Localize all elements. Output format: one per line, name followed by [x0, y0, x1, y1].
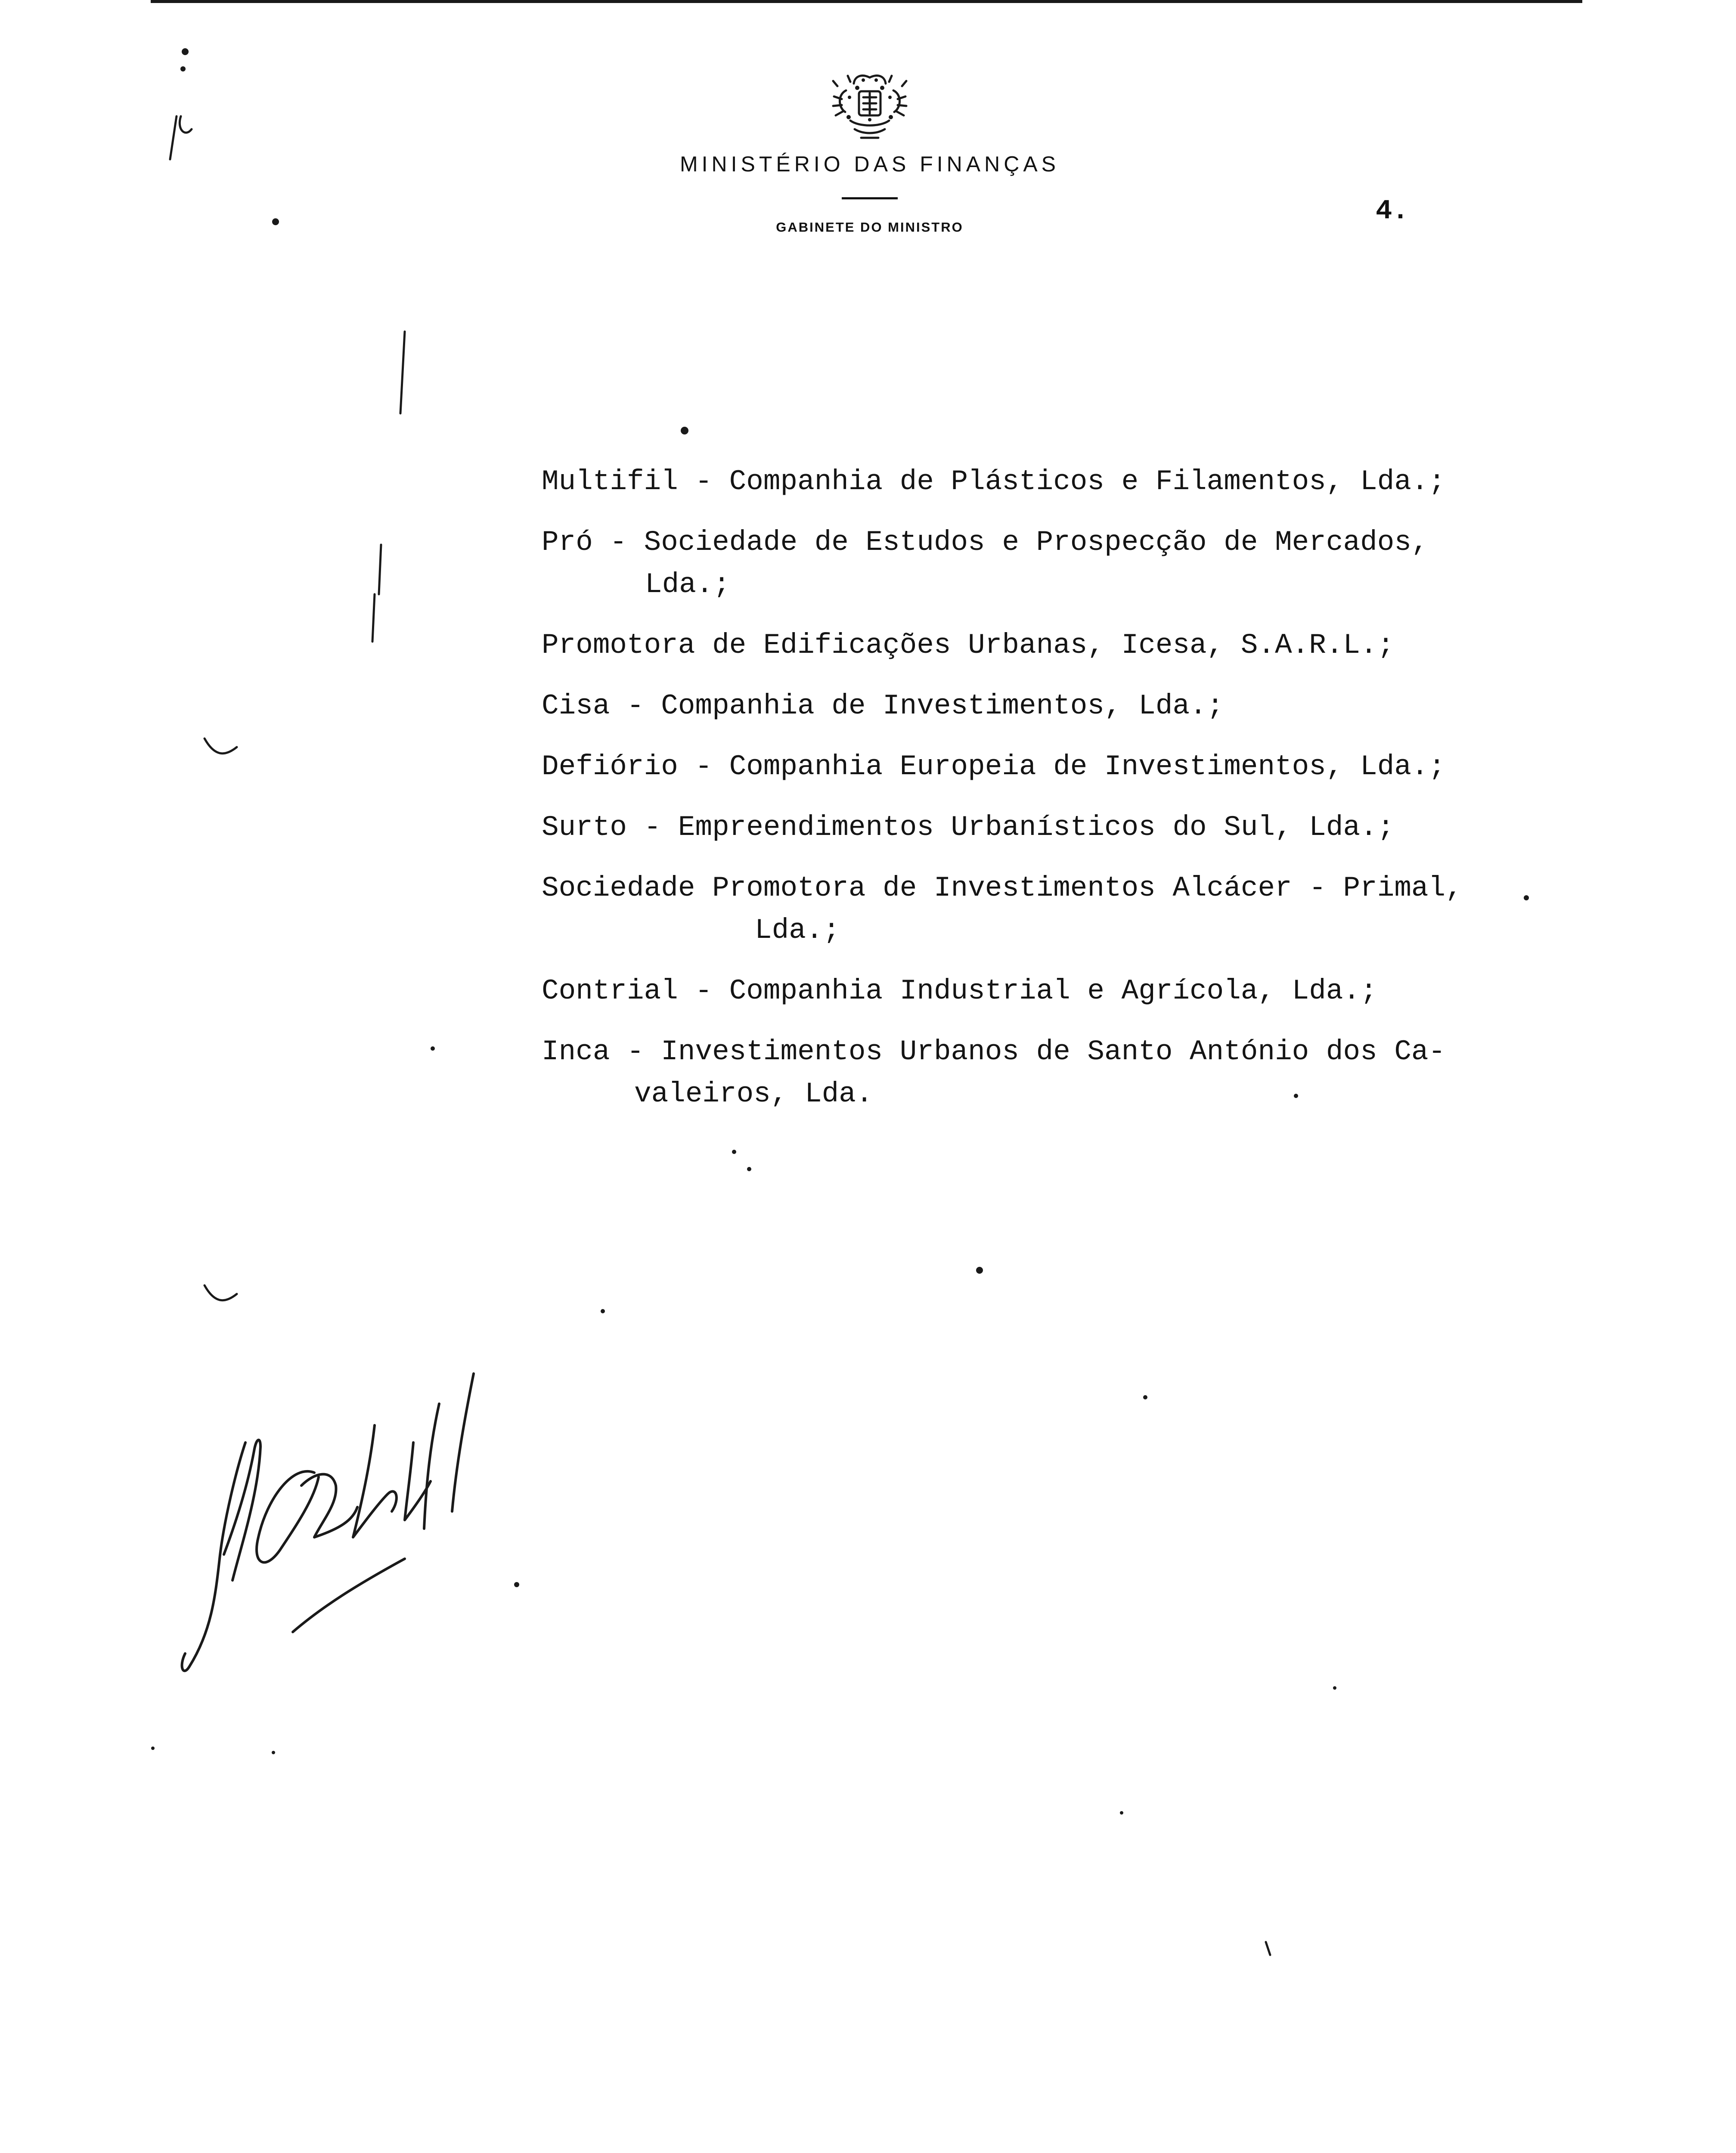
list-item	[542, 807, 1584, 849]
company-list	[542, 461, 1584, 1134]
entry-text: Cisa - Companhia de Investimentos, Lda.;	[542, 690, 1224, 722]
entry-text: Surto - Empreendimentos Urbanísticos do Sul, Lda.;	[542, 811, 1395, 844]
coat-of-arms-icon	[820, 69, 919, 146]
entry-text: Contrial - Companhia Industrial e Agrícola, Lda.;	[542, 975, 1377, 1007]
entry-text: Sociedade Promotora de Investimentos Alcácer - Primal,	[542, 872, 1463, 904]
list-item	[542, 461, 1584, 503]
entry-continuation: valeiros, Lda.	[634, 1078, 873, 1110]
list-item	[542, 521, 1584, 606]
list-item	[542, 1031, 1584, 1115]
handwritten-signature-icon	[172, 1356, 542, 1688]
list-item	[542, 624, 1584, 667]
list-item	[542, 746, 1584, 788]
list-item	[542, 970, 1584, 1012]
page-number: 4.	[1376, 196, 1409, 227]
entry-text: Defiório - Companhia Europeia de Investimentos, Lda.;	[542, 751, 1446, 783]
entry-text: Multifil - Companhia de Plásticos e Filamentos, Lda.;	[542, 465, 1446, 498]
title-divider	[842, 197, 898, 199]
entry-text: Promotora de Edificações Urbanas, Icesa, S.A.R.L.;	[542, 629, 1395, 661]
entry-continuation: Lda.;	[645, 568, 731, 601]
cabinet-subtitle: GABINETE DO MINISTRO	[776, 220, 964, 235]
entry-text: Pró - Sociedade de Estudos e Prospecção de Mercados,	[542, 526, 1429, 558]
list-item	[542, 867, 1584, 952]
top-border-line	[151, 0, 1582, 3]
entry-text: Inca - Investimentos Urbanos de Santo António dos Ca-	[542, 1036, 1446, 1068]
list-item	[542, 685, 1584, 727]
entry-continuation: Lda.;	[755, 914, 840, 946]
ministry-title: MINISTÉRIO DAS FINANÇAS	[679, 152, 1060, 176]
